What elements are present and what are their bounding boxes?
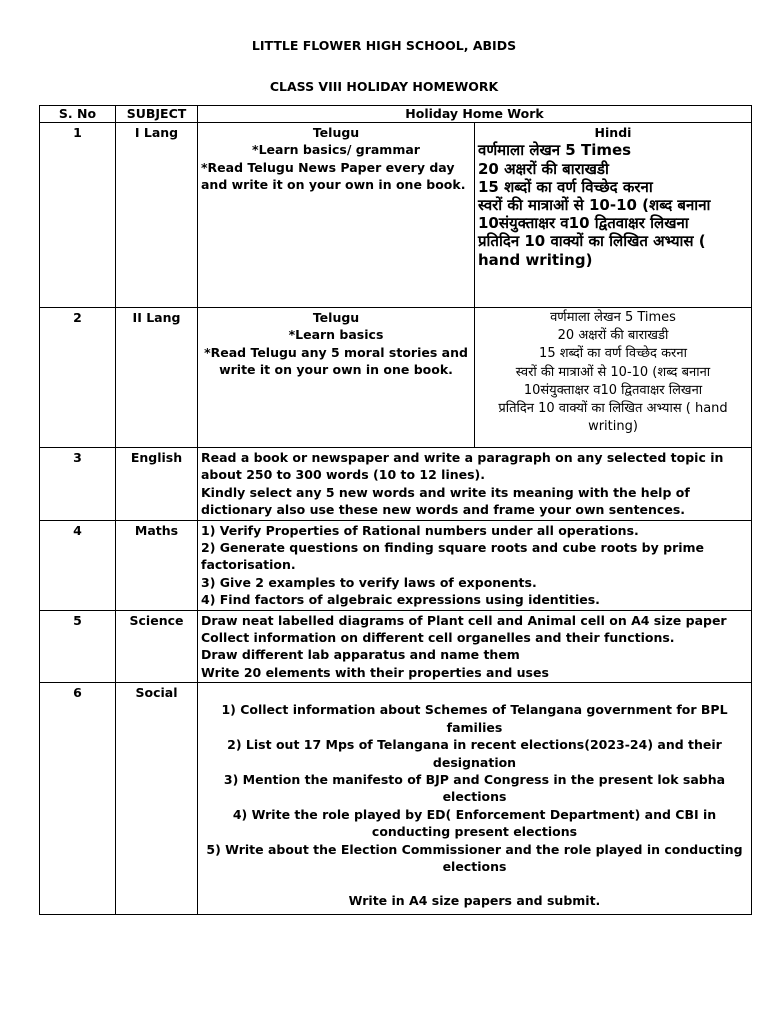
telugu-cell — [198, 123, 475, 308]
homework-line: Read a book or newspaper and write a paragraph on any selected topic in about 250 to 300 words (10 to 12 lines). — [201, 450, 724, 483]
hindi-line: प्रतिदिन 10 वाक्यों का लिखित अभ्यास ( hand writing) — [478, 232, 706, 269]
telugu-title: Telugu — [312, 125, 360, 140]
homework-line: Kindly select any 5 new words and write its meaning with the help of dictionary also use these new words and frame your own sentences. — [201, 484, 690, 518]
homework-line: Draw different lab apparatus and name them — [201, 647, 520, 663]
telugu-line: *Learn basics — [288, 327, 384, 343]
hindi-line: 10संयुक्ताक्षर व10 द्वितवाक्षर लिखना — [523, 382, 703, 398]
hindi-title: Hindi — [594, 125, 632, 140]
hindi-line: प्रतिदिन 10 वाक्यों का लिखित अभ्यास ( hand writing) — [498, 401, 728, 435]
telugu-line: *Read Telugu any 5 moral stories and write it on your own in one book. — [204, 344, 468, 378]
hindi-line: 10संयुक्ताक्षर व10 द्वितवाक्षर लिखना — [478, 214, 689, 233]
row-number: 3 — [40, 448, 116, 521]
header-subject: SUBJECT — [116, 106, 198, 123]
hindi-line: वर्णमाला लेखन 5 Times — [478, 141, 632, 160]
table-row — [40, 123, 752, 308]
school-name: LITTLE FLOWER HIGH SCHOOL, ABIDS — [251, 38, 517, 53]
row-number: 1 — [40, 123, 116, 308]
homework-table — [39, 105, 752, 915]
homework-footer: Write in A4 size papers and submit. — [348, 893, 601, 909]
homework-line: 1) Verify Properties of Rational numbers under all operations. — [201, 522, 639, 538]
telugu-cell — [198, 308, 475, 448]
hindi-line: 15 शब्दों का वर्ण विच्छेद करना — [539, 346, 687, 362]
telugu-line: *Learn basics/ grammar — [252, 142, 420, 158]
hindi-cell — [475, 123, 752, 308]
row-number: 4 — [40, 520, 116, 610]
hindi-line: वर्णमाला लेखन 5 Times — [550, 310, 676, 325]
table-row — [40, 448, 752, 521]
row-number: 5 — [40, 610, 116, 683]
row-subject: Science — [116, 610, 198, 683]
homework-line: 4) Find factors of algebraic expressions using identities. — [201, 592, 600, 608]
homework-cell — [198, 610, 752, 683]
homework-line: 4) Write the role played by ED( Enforcement Department) and CBI in conducting present elections — [232, 806, 717, 840]
homework-line: 1) Collect information about Schemes of Telangana government for BPL families — [221, 702, 728, 735]
table-header-row — [40, 106, 752, 123]
document-title: CLASS VIII HOLIDAY HOMEWORK — [269, 79, 499, 94]
homework-line: 2) Generate questions on finding square roots and cube roots by prime factorisation. — [201, 540, 705, 573]
hindi-line: 20 अक्षरों की बाराखडी — [478, 159, 609, 178]
row-subject: Maths — [116, 520, 198, 610]
row-number: 6 — [40, 683, 116, 915]
homework-line: Write 20 elements with their properties and uses — [201, 664, 549, 680]
row-subject: Social — [116, 683, 198, 915]
homework-line: 3) Give 2 examples to verify laws of exponents. — [201, 574, 537, 590]
row-subject: II Lang — [116, 308, 198, 448]
header-sno: S. No — [40, 106, 116, 123]
homework-line: 3) Mention the manifesto of BJP and Congress in the present lok sabha elections — [223, 771, 726, 805]
hindi-cell — [475, 308, 752, 448]
homework-cell — [198, 520, 752, 610]
table-row — [40, 308, 752, 448]
homework-cell — [198, 683, 752, 915]
hindi-line: 20 अक्षरों की बाराखडी — [557, 328, 669, 344]
hindi-line: स्वरों की मात्राओं से 10-10 (शब्द बनाना — [515, 364, 711, 380]
homework-line: 2) List out 17 Mps of Telangana in recent elections(2023-24) and their designation — [227, 737, 722, 770]
table-row — [40, 610, 752, 683]
homework-line: 5) Write about the Election Commissioner and the role played in conducting elections — [206, 841, 743, 874]
table-row — [40, 683, 752, 915]
telugu-title: Telugu — [312, 310, 360, 325]
row-subject: English — [116, 448, 198, 521]
table-row — [40, 520, 752, 610]
hindi-line: स्वरों की मात्राओं से 10-10 (शब्द बनाना — [478, 196, 711, 215]
row-subject: I Lang — [116, 123, 198, 308]
homework-line: Collect information on different cell organelles and their functions. — [201, 630, 675, 646]
row-number: 2 — [40, 308, 116, 448]
telugu-line: *Read Telugu News Paper every day and write it on your own in one book. — [201, 159, 466, 193]
homework-line: Draw neat labelled diagrams of Plant cell and Animal cell on A4 size paper — [201, 612, 727, 628]
homework-cell — [198, 448, 752, 521]
hindi-line: 15 शब्दों का वर्ण विच्छेद करना — [478, 177, 653, 196]
header-homework: Holiday Home Work — [198, 106, 752, 123]
